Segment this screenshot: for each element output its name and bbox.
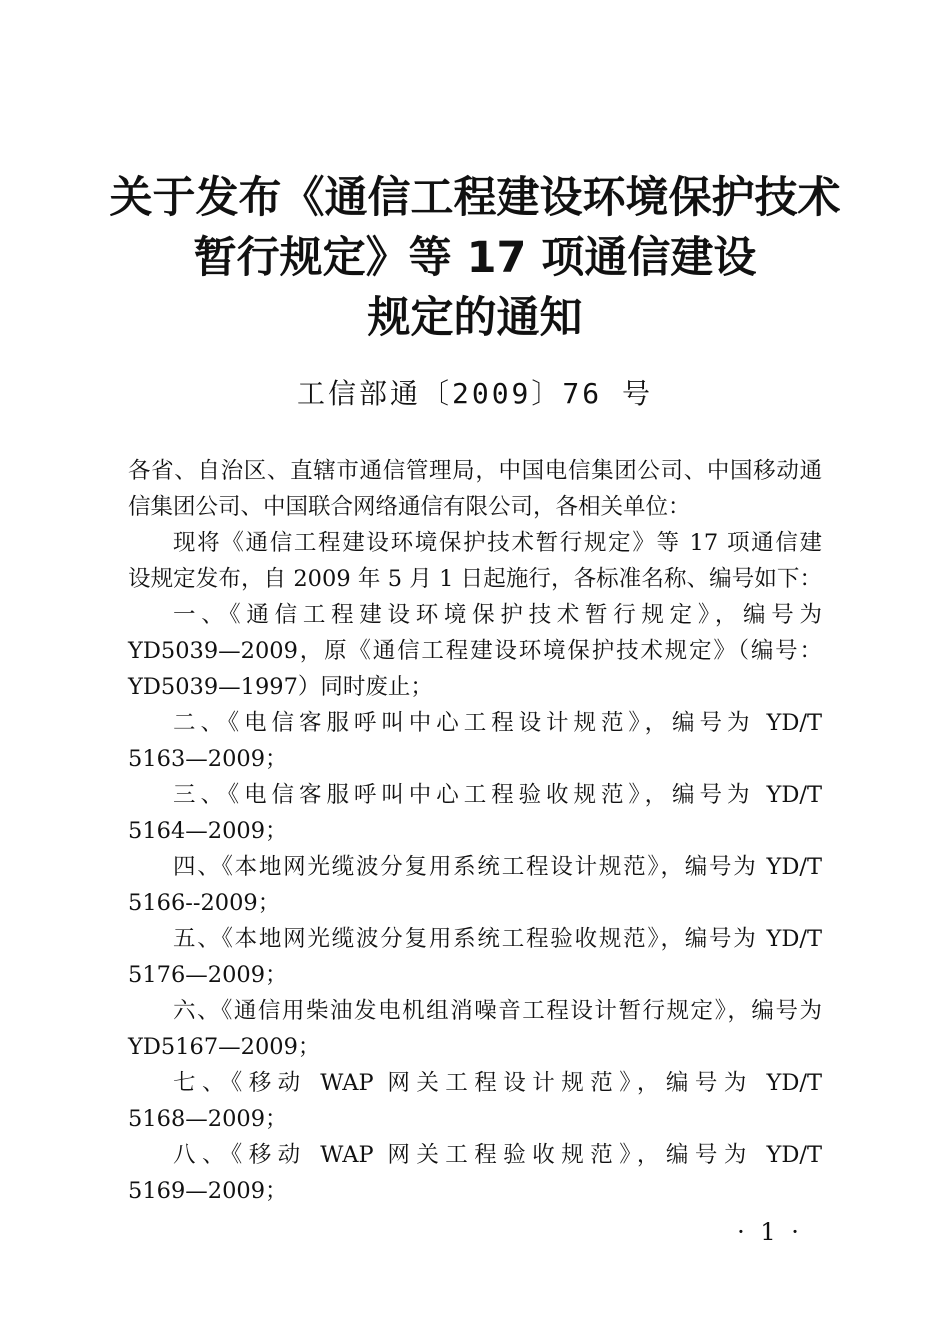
document-body [128, 453, 822, 1209]
text-line: YD5167—2009； [128, 1034, 321, 1060]
text-line: 一、《通信工程建设环境保护技术暂行规定》，编号为 [173, 602, 822, 628]
text-line: 五、《本地网光缆波分复用系统工程验收规范》，编号为 YD/T [173, 926, 822, 952]
list-item-5 [128, 921, 822, 993]
text-line: 5166--2009； [128, 890, 281, 916]
list-item-7 [128, 1065, 822, 1137]
paragraph-recipients [128, 453, 822, 525]
list-item-2 [128, 705, 822, 777]
text-line: 七、《移动 WAP 网关工程设计规范》，编号为 YD/T [173, 1070, 822, 1096]
text-line: 设规定发布，自 2009 年 5 月 1 日起施行，各标准名称、编号如下： [128, 566, 822, 592]
list-item-6 [128, 993, 822, 1065]
text-line: 5163—2009； [128, 746, 288, 772]
text-line: YD5039—2009，原《通信工程建设环境保护技术规定》（编号： [128, 638, 822, 664]
text-line: 5169—2009； [128, 1178, 288, 1204]
list-item-8 [128, 1137, 822, 1209]
document-number: 工信部通〔2009〕76 号 [296, 377, 653, 410]
text-line: 5176—2009； [128, 962, 288, 988]
title-line-1: 关于发布《通信工程建设环境保护技术 [109, 173, 841, 223]
document-title [60, 168, 890, 348]
text-line: 六、《通信用柴油发电机组消噪音工程设计暂行规定》，编号为 [173, 998, 822, 1024]
text-line: 各省、自治区、直辖市通信管理局，中国电信集团公司、中国移动通 [128, 458, 822, 484]
text-line: 5168—2009； [128, 1106, 288, 1132]
text-line: 八、《移动 WAP 网关工程验收规范》，编号为 YD/T [173, 1142, 822, 1168]
list-item-1 [128, 597, 822, 705]
list-item-4 [128, 849, 822, 921]
paragraph-intro [128, 525, 822, 597]
list-item-3 [128, 777, 822, 849]
text-line: 5164—2009； [128, 818, 288, 844]
text-line: 信集团公司、中国联合网络通信有限公司，各相关单位： [128, 494, 691, 520]
title-line-2: 暂行规定》等 17 项通信建设 [193, 233, 757, 283]
text-line: 四、《本地网光缆波分复用系统工程设计规范》，编号为 YD/T [173, 854, 822, 880]
text-line: 二、《电信客服呼叫中心工程设计规范》，编号为 YD/T [173, 710, 822, 736]
text-line: 三、《电信客服呼叫中心工程验收规范》，编号为 YD/T [173, 782, 822, 808]
text-line: YD5039—1997）同时废止； [128, 674, 433, 700]
page-number: · 1 · [737, 1218, 803, 1246]
title-line-3: 规定的通知 [367, 293, 583, 343]
text-line: 现将《通信工程建设环境保护技术暂行规定》等 17 项通信建 [173, 530, 822, 556]
